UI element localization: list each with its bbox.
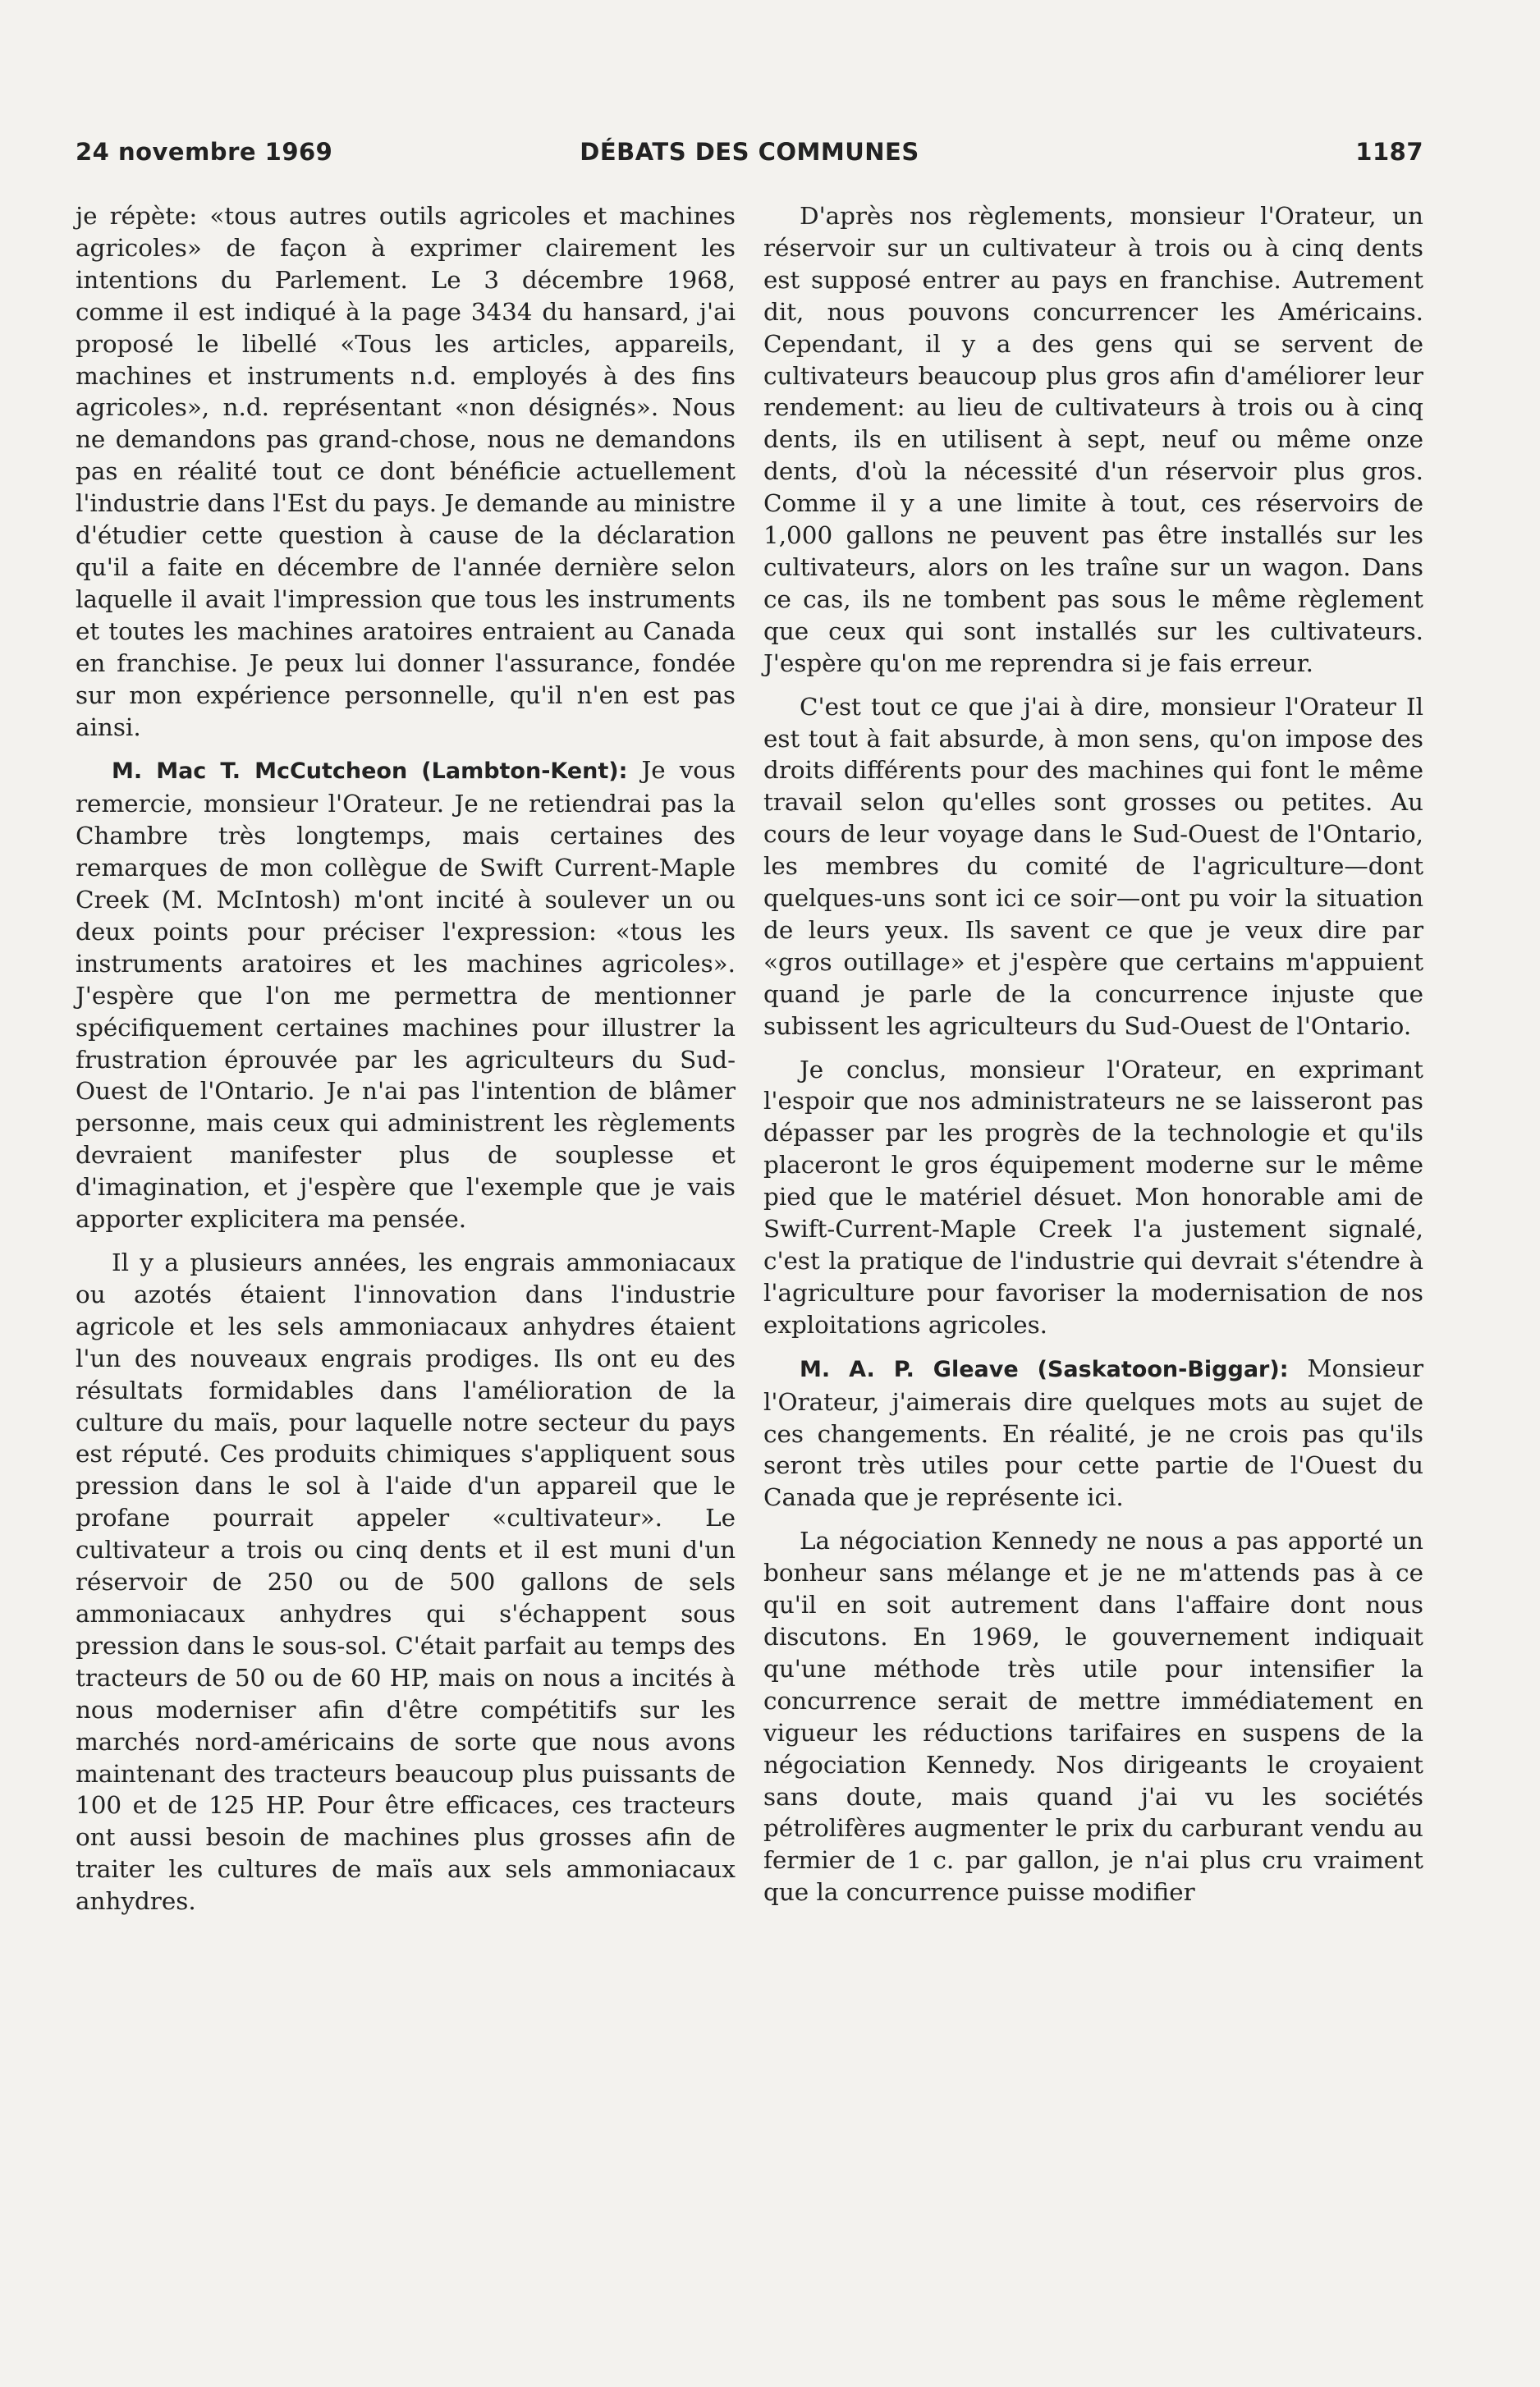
speech-paragraph <box>76 754 736 1235</box>
speaker-name: M. Mac T. McCutcheon (Lambton-Kent): <box>112 758 628 785</box>
speech-paragraph <box>763 1353 1423 1514</box>
paragraph: Il y a plusieurs années, les engrais ammoniacaux ou azotés étaient l'innovation dans l'industrie agricole et les sels ammoniacaux anhydres étaient l'un des nouveaux engrais prodiges. Ils ont eu des résultats formidables dans l'amélioration de la culture du maïs, pour laquelle notre secteur du pays est réputé. Ces produits chimiques s'appliquent sous pression dans le sol à l'aide d'un appareil que le profane pourrait appeler «cultivateur». Le cultivateur a trois ou cinq dents et il est muni d'un réservoir de 250 ou de 500 gallons de sels ammoniacaux anhydres qui s'échappent sous pression dans le sous-sol. C'était parfait au temps des tracteurs de 50 ou de 60 HP, mais on nous a incités à nous moderniser afin d'être compétitifs sur les marchés nord-américains de sorte que nous avons maintenant des tracteurs beaucoup plus puissants de 100 et de 125 HP. Pour être efficaces, ces tracteurs ont aussi besoin de machines plus grosses afin de traiter les cultures de maïs aux sels ammoniacaux anhydres. <box>76 1248 736 1916</box>
paragraph: Je conclus, monsieur l'Orateur, en exprimant l'espoir que nos administrateurs ne se laisseront pas dépasser par les progrès de la technologie et qu'ils placeront le gros équipement moderne sur le même pied que le matériel désuet. Mon honorable ami de Swift-Current-Maple Creek l'a justement signalé, c'est la pratique de l'industrie qui devrait s'étendre à l'agriculture pour favoriser la modernisation de nos exploitations agricoles. <box>763 1055 1423 1339</box>
right-column <box>763 200 1423 1920</box>
paragraph: D'après nos règlements, monsieur l'Orateur, un réservoir sur un cultivateur à trois ou à cinq dents est supposé entrer au pays en franchise. Autrement dit, nous pouvons concurrencer les Américains. Cependant, il y a des gens qui se servent de cultivateurs beaucoup plus gros afin d'améliorer leur rendement: au lieu de cultivateurs à trois ou à cinq dents, ils en utilisent à sept, neuf ou même onze dents, d'où la nécessité d'un réservoir plus gros. Comme il y a une limite à tout, ces réservoirs de 1,000 gallons ne peuvent pas être installés sur les cultivateurs, alors on les traîne sur un wagon. Dans ce cas, ils ne tombent pas sous le même règlement que ceux qui sont installés sur les cultivateurs. J'espère qu'on me reprendra si je fais erreur. <box>763 202 1423 677</box>
paragraph: C'est tout ce que j'ai à dire, monsieur l'Orateur Il est tout à fait absurde, à mon sens, qu'on impose des droits différents pour des machines qui font le même travail selon qu'elles sont grosses ou petites. Au cours de leur voyage dans le Sud-Ouest de l'Ontario, les membres du comité de l'agriculture—dont quelques-uns sont ici ce soir—ont pu voir la situation de leurs yeux. Ils savent ce que je veux dire par «gros outillage» et j'espère que certains m'appuient quand je parle de la concurrence injuste que subissent les agriculteurs du Sud-Ouest de l'Ontario. <box>763 692 1423 1040</box>
left-column <box>76 200 736 1929</box>
paragraph: je répète: «tous autres outils agricoles et machines agricoles» de façon à exprimer clairement les intentions du Parlement. Le 3 décembre 1968, comme il est indiqué à la page 3434 du hansard, j'ai proposé le libellé «Tous les articles, appareils, machines et instruments n.d. employés à des fins agricoles», n.d. représentant «non désignés». Nous ne demandons pas grand-chose, nous ne demandons pas en réalité tout ce dont bénéficie actuellement l'industrie dans l'Est du pays. Je demande au ministre d'étudier cette question à cause de la déclaration qu'il a faite en décembre de l'année dernière selon laquelle il avait l'impression que tous les instruments et toutes les machines aratoires entraient au Canada en franchise. Je peux lui donner l'assurance, fondée sur mon expérience personnelle, qu'il n'en est pas ainsi. <box>76 202 736 741</box>
header-page-number: 1187 <box>1355 138 1423 166</box>
speech-text: Monsieur l'Orateur, j'aimerais dire quelques mots au sujet de ces changements. En réalité, je ne crois pas qu'ils seront très utiles pour cette partie de l'Ouest du Canada que je représente ici. <box>763 1354 1423 1512</box>
header-date: 24 novembre 1969 <box>76 138 333 166</box>
speaker-name: M. A. P. Gleave (Saskatoon-Biggar): <box>800 1356 1289 1382</box>
speech-text: Je vous remercie, monsieur l'Orateur. Je ne retiendrai pas la Chambre très longtemps, mais certaines des remarques de mon collègue de Swift Current-Maple Creek (M. McIntosh) m'ont incité à soulever un ou deux points pour préciser l'expression: «tous les instruments aratoires et les machines agricoles». J'espère que l'on me permettra de mentionner spécifiquement certaines machines pour illustrer la frustration éprouvée par les agriculteurs du Sud-Ouest de l'Ontario. Je n'ai pas l'intention de blâmer personne, mais ceux qui administrent les règlements devraient manifester plus de souplesse et d'imagination, et j'espère que l'exemple que je vais apporter explicitera ma pensée. <box>76 756 736 1234</box>
page-header <box>76 138 1423 177</box>
header-title: DÉBATS DES COMMUNES <box>580 138 919 166</box>
paragraph: La négociation Kennedy ne nous a pas apporté un bonheur sans mélange et je ne m'attends pas à ce qu'il en soit autrement dans l'affaire dont nous discutons. En 1969, le gouvernement indiquait qu'une méthode très utile pour intensifier la concurrence serait de mettre immédiatement en vigueur les réductions tarifaires en suspens de la négociation Kennedy. Nos dirigeants le croyaient sans doute, mais quand j'ai vu les sociétés pétrolifères augmenter le prix du carburant vendu au fermier de 1 c. par gallon, je n'ai plus cru vraiment que la concurrence puisse modifier <box>763 1527 1423 1907</box>
